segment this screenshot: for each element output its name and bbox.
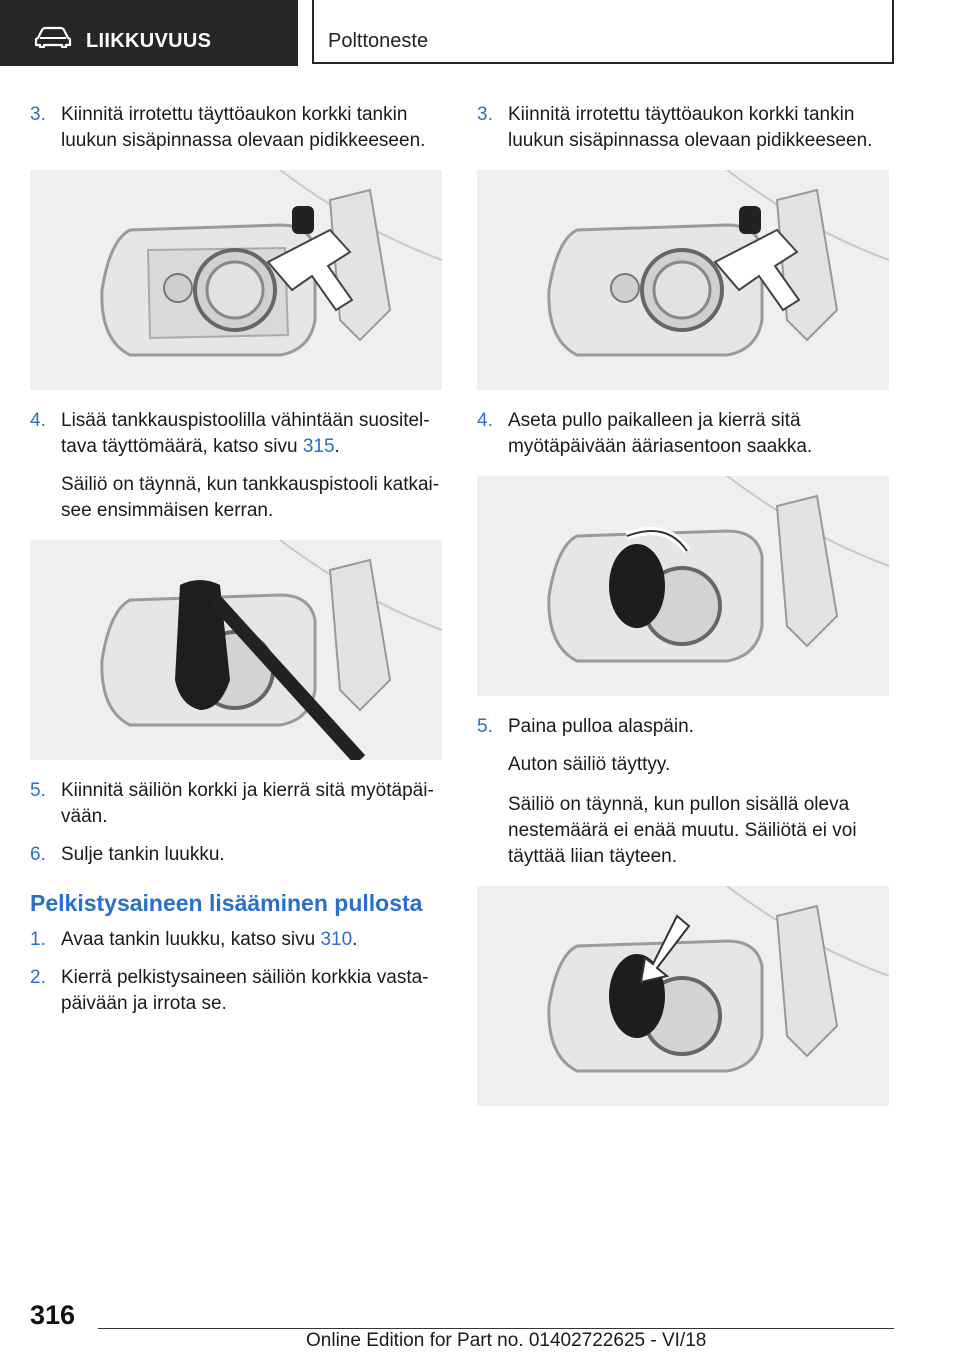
section-label: LIIKKUVUUS xyxy=(86,30,212,52)
step-5 xyxy=(30,778,442,830)
step-text: Kiinnitä säiliön korkki ja kierrä sitä myötäpäivään. xyxy=(61,780,434,827)
step-text: Aseta pullo paikalleen ja kierrä sitä myötäpäivään ääriasentoon saakka. xyxy=(508,410,813,457)
step-text: Paina pulloa alaspäin. xyxy=(508,716,694,737)
step-number: 4. xyxy=(477,410,493,431)
chapter-header xyxy=(312,0,894,64)
cap-holder-image xyxy=(477,170,889,390)
chapter-title: Polttoneste xyxy=(328,30,429,52)
step-text-end: . xyxy=(352,929,358,950)
step-text: Kiinnitä irrotettu täyttöaukon korkki tankin luukun sisäpinnassa olevaan pidikkeeseen. xyxy=(508,104,873,151)
page-number: 316 xyxy=(30,1300,76,1330)
step-text: Avaa tankin luukku, katso sivu xyxy=(61,929,321,950)
left-column xyxy=(30,102,442,1029)
cap-holder-image xyxy=(30,170,442,390)
step-text: Kiinnitä irrotettu täyttöaukon korkki tankin luukun sisäpinnassa olevaan pidikkeeseen. xyxy=(61,104,426,151)
step-text: Kierrä pelkistysaineen säiliön korkkia vastapäivään ja irrota se. xyxy=(61,967,429,1014)
page-link[interactable]: 315 xyxy=(302,436,335,457)
step-number: 2. xyxy=(30,967,46,988)
edition-text: Online Edition for Part no. 01402722625 - VI/18 xyxy=(306,1330,707,1351)
car-icon xyxy=(34,26,72,53)
step-3 xyxy=(477,102,889,154)
step-6 xyxy=(30,842,442,868)
step-number: 3. xyxy=(477,104,493,125)
step-number: 5. xyxy=(30,780,46,801)
step-4-note: Säiliö on täynnä, kun tankkauspistooli katkaisee ensimmäisen kerran. xyxy=(61,474,440,521)
step-text-end: . xyxy=(334,436,340,457)
step-5 xyxy=(477,714,889,740)
footer-divider xyxy=(98,1328,894,1329)
page-link[interactable]: 310 xyxy=(320,929,353,950)
bottle-insert-image xyxy=(477,476,889,696)
step-number: 4. xyxy=(30,410,46,431)
step-4 xyxy=(30,408,442,460)
step-number: 5. xyxy=(477,716,493,737)
bottle-step-1 xyxy=(30,927,442,953)
step-number: 1. xyxy=(30,929,46,950)
bottle-press-image xyxy=(477,886,889,1106)
step-4 xyxy=(477,408,889,460)
step-5-note-1: Auton säiliö täyttyy. xyxy=(508,754,671,775)
bottle-step-2 xyxy=(30,965,442,1017)
section-tab[interactable] xyxy=(0,0,298,66)
step-5-note-2: Säiliö on täynnä, kun pullon sisällä oleva nestemäärä ei enää muutu. Säiliötä ei voi täyttää liian täyteen. xyxy=(508,794,857,867)
step-number: 3. xyxy=(30,104,46,125)
step-number: 6. xyxy=(30,844,46,865)
nozzle-image xyxy=(30,540,442,760)
right-column xyxy=(477,102,889,1124)
step-text: Lisää tankkauspistoolilla vähintään suositeltava täyttömäärä, katso sivu xyxy=(61,410,430,457)
step-3 xyxy=(30,102,442,154)
section-heading: Pelkistysaineen lisääminen pullosta xyxy=(30,890,423,916)
step-text: Sulje tankin luukku. xyxy=(61,844,225,865)
